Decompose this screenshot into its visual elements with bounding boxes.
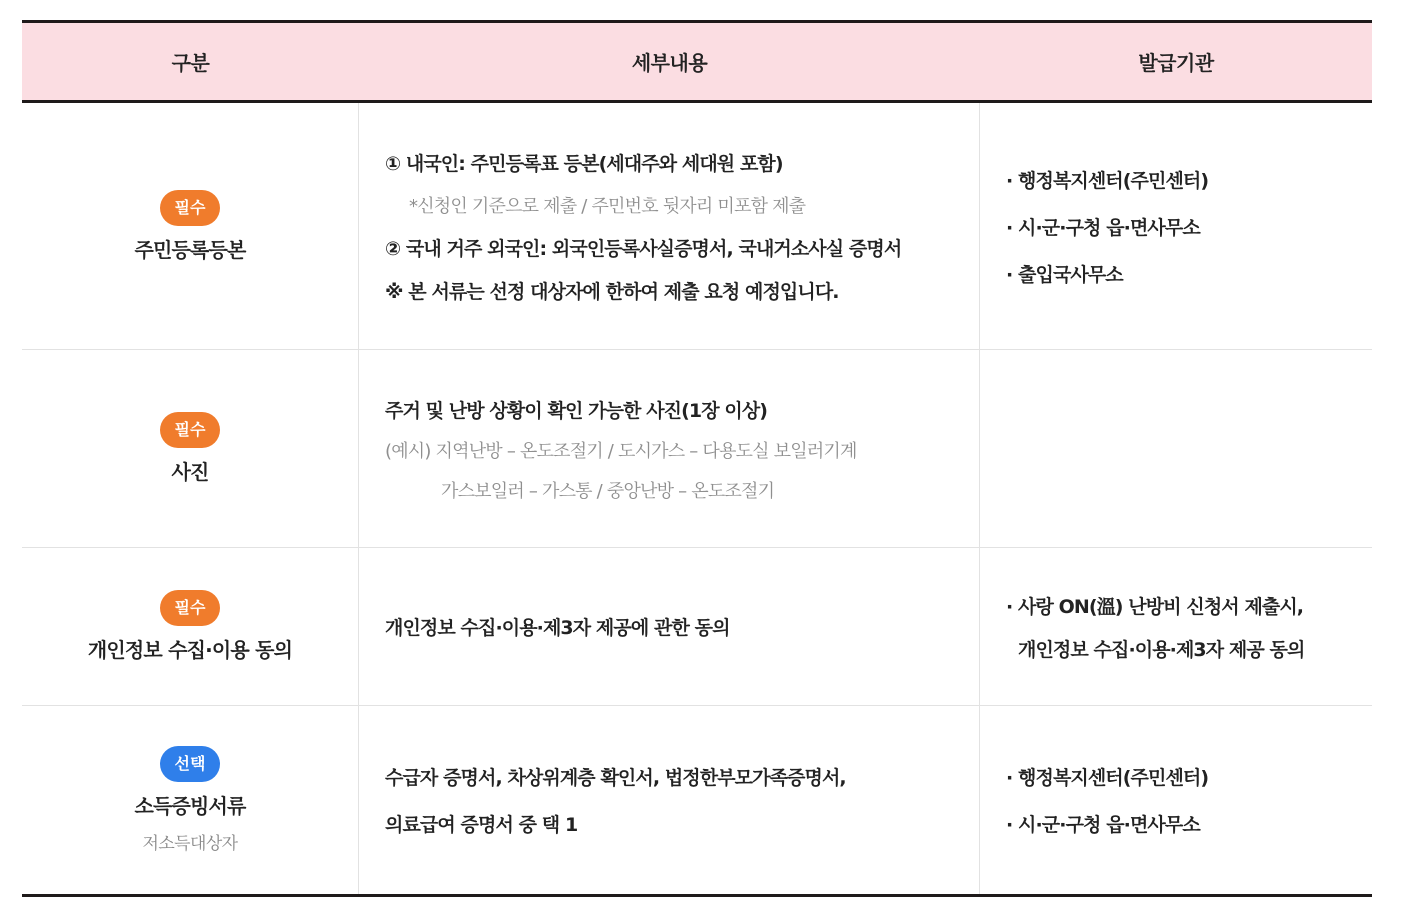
header-category: 구분: [171, 51, 210, 75]
detail-line: 주거 및 난방 상황이 확인 가능한 사진(1장 이상): [385, 400, 768, 422]
detail-line: ① 내국인: 주민등록표 등본(세대주와 세대원 포함): [385, 152, 783, 175]
issuer-cell: [980, 706, 1372, 894]
table-row: [22, 103, 1372, 350]
table-row: [22, 350, 1372, 548]
document-requirements-table: [22, 20, 1372, 897]
issuer-item: · 사랑 ON(溫) 난방비 신청서 제출시,: [1006, 595, 1304, 618]
header-details: 세부내용: [631, 51, 708, 75]
issuer-item: · 시·군·구청 읍·면사무소: [1006, 216, 1200, 239]
details-cell: [359, 103, 980, 349]
issuer-cell: [980, 103, 1372, 349]
document-target: 저소득대상자: [142, 834, 238, 854]
category-cell: [22, 350, 359, 547]
details-cell: [359, 548, 980, 705]
details-cell: [359, 706, 980, 894]
document-name: 소득증빙서류: [134, 794, 246, 818]
issuer-cell: [980, 350, 1372, 547]
details-cell: [359, 350, 980, 547]
detail-notice: ※ 본 서류는 선정 대상자에 한하여 제출 요청 예정입니다.: [385, 280, 839, 303]
table-header: [22, 23, 1372, 103]
category-cell: [22, 548, 359, 705]
header-issuer: 발급기관: [1138, 51, 1214, 75]
issuer-cell: [980, 548, 1372, 705]
detail-example: (예시) 지역난방 – 온도조절기 / 도시가스 – 다용도실 보일러기계: [385, 441, 857, 462]
issuer-item: · 행정복지센터(주민센터): [1006, 169, 1209, 192]
required-badge: 필수: [160, 412, 220, 448]
required-badge: 필수: [160, 190, 220, 226]
issuer-item: · 행정복지센터(주민센터): [1006, 767, 1209, 789]
optional-badge: 선택: [160, 746, 220, 782]
detail-line: ② 국내 거주 외국인: 외국인등록사실증명서, 국내거소사실 증명서: [385, 237, 902, 260]
table-row: [22, 548, 1372, 706]
document-name: 사진: [171, 460, 209, 484]
category-cell: [22, 103, 359, 349]
document-name: 개인정보 수집·이용 동의: [87, 638, 293, 662]
detail-line: 의료급여 증명서 중 택 1: [385, 814, 578, 836]
issuer-item: · 시·군·구청 읍·면사무소: [1006, 814, 1200, 836]
issuer-item: 개인정보 수집·이용·제3자 제공 동의: [1018, 638, 1305, 661]
issuer-item: · 출입국사무소: [1006, 263, 1123, 286]
table-row: [22, 706, 1372, 894]
document-name: 주민등록등본: [134, 237, 246, 262]
detail-line: 수급자 증명서, 차상위계층 확인서, 법정한부모가족증명서,: [385, 767, 846, 789]
detail-line: 개인정보 수집·이용·제3자 제공에 관한 동의: [385, 617, 730, 639]
category-cell: [22, 706, 359, 894]
required-badge: 필수: [160, 590, 220, 626]
detail-example: 가스보일러 – 가스통 / 중앙난방 – 온도조절기: [441, 481, 775, 502]
detail-note: *신청인 기준으로 제출 / 주민번호 뒷자리 미포함 제출: [409, 195, 806, 217]
